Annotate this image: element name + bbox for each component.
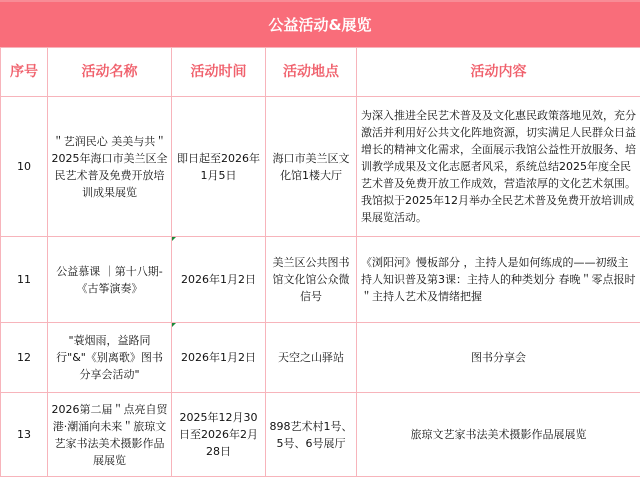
cell-name: ＂艺润民心 美美与共＂2025年海口市美兰区全民艺术普及免费开放培训成果展览 [48,97,172,237]
cell-no: 11 [1,237,48,323]
header-name: 活动名称 [48,48,172,97]
header-row [1,48,640,97]
activities-table [0,47,640,477]
table-row [1,97,640,237]
cell-name: 公益慕课 ｜第十八期-《古筝演奏》 [48,237,172,323]
table-title: 公益活动&展览 [0,0,640,47]
cell-place: 美兰区公共图书馆文化馆公众微信号 [266,237,357,323]
cell-content: 《浏阳河》慢板部分 ，主持人是如何练成的——初级主持人知识普及第3课：主持人的种类划分 春晚＂零点报时＂主持人艺术及情绪把握 [357,237,640,323]
table-row [1,393,640,477]
cell-time: 2026年1月2日 [172,237,266,323]
cell-place: 天空之山驿站 [266,323,357,393]
cell-time: 2025年12月30日至2026年2月28日 [172,393,266,477]
cell-place: 海口市美兰区文化馆1楼大厅 [266,97,357,237]
table-row [1,323,640,393]
header-time: 活动时间 [172,48,266,97]
header-content: 活动内容 [357,48,640,97]
cell-no: 10 [1,97,48,237]
table-row [1,237,640,323]
cell-time: 即日起至2026年1月5日 [172,97,266,237]
cell-time: 2026年1月2日 [172,323,266,393]
cell-name: "蓑烟雨，益路同行"&"《别离歌》图书分享会活动" [48,323,172,393]
cell-no: 12 [1,323,48,393]
cell-no: 13 [1,393,48,477]
cell-content: 为深入推进全民艺术普及及文化惠民政策落地见效，充分激活并利用好公共文化阵地资源，切实满足人民群众日益增长的精神文化需求，全面展示我馆公益性开放服务、培训教学成果及文化志愿者风采，系统总结2025年度全民艺术普及免费开放工作成效，营造浓厚的文化艺术氛围。我馆拟于2025年12月举办全民艺术普及免费开放培训成果展览活动。 [357,97,640,237]
cell-place: 898艺术村1号、5号、6号展厅 [266,393,357,477]
header-no: 序号 [1,48,48,97]
cell-name: 2026第二届＂点亮自贸港·潮涌向未来＂旅琼文艺家书法美术摄影作品展展览 [48,393,172,477]
cell-content: 旅琼文艺家书法美术摄影作品展展览 [357,393,640,477]
header-place: 活动地点 [266,48,357,97]
cell-content: 图书分享会 [357,323,640,393]
